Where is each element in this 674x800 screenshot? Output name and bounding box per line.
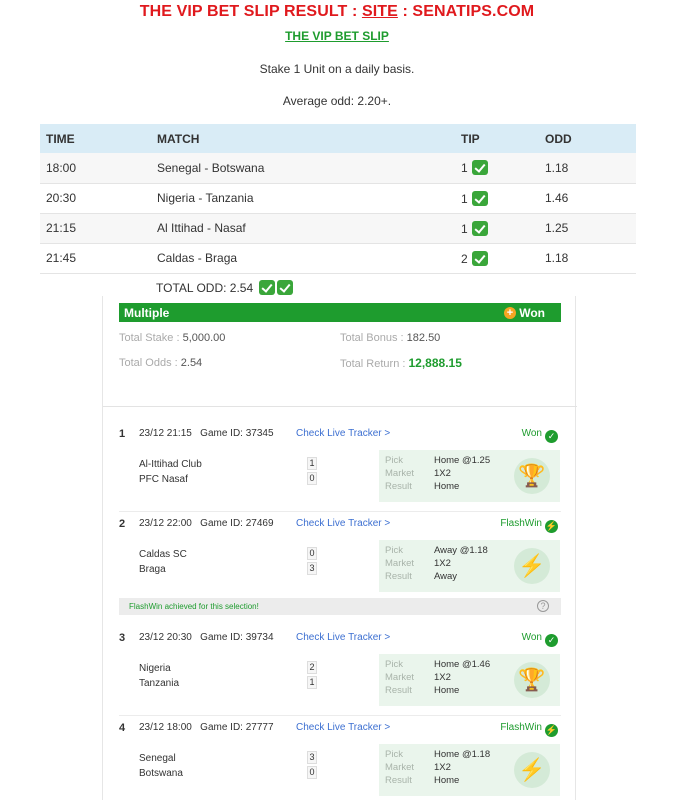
selection-number: 2 <box>119 518 126 530</box>
selection-header <box>139 428 274 439</box>
total-stake-key: Total Stake : <box>119 332 183 344</box>
average-odd-info: Average odd: 2.20+. <box>282 94 392 108</box>
selection-item <box>119 716 561 800</box>
market-key: Market <box>385 468 415 479</box>
live-tracker-link[interactable]: Check Live Tracker > <box>296 518 391 529</box>
plus-circle-icon: + <box>504 307 516 319</box>
home-score: 2 <box>307 661 317 674</box>
selection-number: 3 <box>119 632 126 644</box>
detail-keys <box>385 544 414 583</box>
away-score: 3 <box>307 562 317 575</box>
selection-status-label: FlashWin <box>500 518 542 529</box>
market-key: Market <box>385 762 415 773</box>
tip-value: 2 <box>461 251 468 266</box>
home-team: Al-Ittihad Club <box>139 459 202 470</box>
check-box-icon <box>277 280 293 295</box>
selection-datetime: 23/12 18:00 <box>139 722 192 733</box>
result-key: Result <box>385 775 412 786</box>
check-box-icon <box>472 191 488 206</box>
detail-keys <box>385 748 414 787</box>
selection-item <box>119 512 561 602</box>
total-bonus-key: Total Bonus : <box>340 332 407 344</box>
check-circle-icon: ✓ <box>545 430 558 443</box>
tip-value: 1 <box>461 161 468 176</box>
selection-game-id: Game ID: 37345 <box>200 428 274 439</box>
live-tracker-link[interactable]: Check Live Tracker > <box>296 722 391 733</box>
pick-details <box>379 654 560 706</box>
col-match-header: MATCH <box>151 124 455 153</box>
title-suffix: : SENATIPS.COM <box>397 3 535 20</box>
detail-values <box>434 454 490 493</box>
total-bonus-value: 182.50 <box>406 332 441 344</box>
pick-key: Pick <box>385 749 403 760</box>
bet-status-label: Won <box>519 306 545 320</box>
selection-status <box>500 722 558 737</box>
market-key: Market <box>385 558 415 569</box>
col-odd-header: ODD <box>539 124 636 153</box>
selection-status <box>522 632 558 647</box>
lightning-icon: ⚡ <box>545 725 558 735</box>
row-time: 18:00 <box>40 153 151 183</box>
total-return-key: Total Return : <box>340 358 409 370</box>
selection-game-id: Game ID: 27469 <box>200 518 274 529</box>
selection-datetime: 23/12 22:00 <box>139 518 192 529</box>
stake-info: Stake 1 Unit on a daily basis. <box>259 62 415 76</box>
flashwin-banner <box>119 598 561 615</box>
row-match: Nigeria - Tanzania <box>151 183 455 213</box>
total-return <box>340 356 462 370</box>
tips-table <box>40 124 636 274</box>
selection-item <box>119 626 561 716</box>
check-box-icon <box>472 251 488 266</box>
scores <box>307 457 317 487</box>
trophy-icon: 🏆 <box>514 458 550 494</box>
row-match: Senegal - Botswana <box>151 153 455 183</box>
selection-status-label: Won <box>521 428 542 439</box>
selection-header <box>139 722 274 733</box>
away-team: PFC Nasaf <box>139 474 188 485</box>
result-value: Away <box>434 571 458 582</box>
pick-details <box>379 540 560 592</box>
table-row <box>40 183 636 213</box>
teams <box>139 547 187 577</box>
scores <box>307 751 317 781</box>
lightning-icon: ⚡ <box>514 752 550 788</box>
away-score: 0 <box>307 766 317 779</box>
title-prefix: THE VIP BET SLIP RESULT : <box>139 3 362 20</box>
row-odd: 1.46 <box>539 183 636 213</box>
selection-item <box>119 422 561 512</box>
pick-key: Pick <box>385 659 403 670</box>
total-bonus <box>340 332 440 344</box>
trophy-icon: 🏆 <box>514 662 550 698</box>
table-row <box>40 243 636 273</box>
row-time: 21:45 <box>40 243 151 273</box>
pick-value: Home @1.25 <box>434 455 491 466</box>
lightning-icon: ⚡ <box>545 521 558 531</box>
detail-values <box>434 658 490 697</box>
total-return-value: 12,888.15 <box>408 356 462 370</box>
away-score: 1 <box>307 676 317 689</box>
home-team: Caldas SC <box>139 549 187 560</box>
teams <box>139 661 179 691</box>
teams <box>139 751 183 781</box>
home-score: 3 <box>307 751 317 764</box>
pick-details <box>379 744 560 796</box>
away-score: 0 <box>307 472 317 485</box>
check-box-icon <box>472 160 488 175</box>
market-key: Market <box>385 672 415 683</box>
pick-value: Home @1.18 <box>434 749 491 760</box>
detail-values <box>434 748 490 787</box>
market-value: 1X2 <box>434 468 451 479</box>
scores <box>307 547 317 577</box>
result-key: Result <box>385 571 412 582</box>
pick-value: Away @1.18 <box>434 545 488 556</box>
home-team: Senegal <box>139 753 176 764</box>
home-score: 1 <box>307 457 317 470</box>
table-row <box>40 213 636 243</box>
selection-datetime: 23/12 21:15 <box>139 428 192 439</box>
row-odd: 1.25 <box>539 213 636 243</box>
col-tip-header: TIP <box>455 124 539 153</box>
selection-datetime: 23/12 20:30 <box>139 632 192 643</box>
market-value: 1X2 <box>434 558 451 569</box>
detail-keys <box>385 454 414 493</box>
home-score: 0 <box>307 547 317 560</box>
check-box-icon <box>472 221 488 236</box>
selection-header <box>139 518 274 529</box>
total-odds <box>119 357 202 369</box>
pick-value: Home @1.46 <box>434 659 491 670</box>
scores <box>307 661 317 691</box>
row-tip <box>455 183 539 213</box>
away-team: Braga <box>139 564 166 575</box>
away-team: Botswana <box>139 768 183 779</box>
selection-game-id: Game ID: 39734 <box>200 632 274 643</box>
multiple-status-bar <box>119 303 561 322</box>
row-tip <box>455 213 539 243</box>
bet-slip-screenshot <box>102 296 576 800</box>
tips-header-row <box>40 124 636 153</box>
pick-key: Pick <box>385 455 403 466</box>
selection-number: 1 <box>119 428 126 440</box>
selection-game-id: Game ID: 27777 <box>200 722 274 733</box>
row-time: 21:15 <box>40 213 151 243</box>
flashwin-banner-text: FlashWin achieved for this selection! <box>129 602 259 611</box>
total-odds-value: 2.54 <box>180 357 203 369</box>
col-time-header: TIME <box>40 124 151 153</box>
selection-status <box>522 428 558 443</box>
selection-number: 4 <box>119 722 126 734</box>
total-odd-label: TOTAL ODD: 2.54 <box>156 281 254 295</box>
row-time: 20:30 <box>40 183 151 213</box>
total-stake-value: 5,000.00 <box>182 332 226 344</box>
result-key: Result <box>385 481 412 492</box>
row-match: Caldas - Braga <box>151 243 455 273</box>
selection-status-label: Won <box>521 632 542 643</box>
question-icon[interactable]: ? <box>537 600 549 612</box>
total-stake <box>119 332 225 344</box>
row-match: Al Ittihad - Nasaf <box>151 213 455 243</box>
page-subtitle[interactable]: THE VIP BET SLIP <box>285 29 389 43</box>
check-box-icon <box>259 280 275 295</box>
pick-details <box>379 450 560 502</box>
market-value: 1X2 <box>434 672 451 683</box>
live-tracker-link[interactable]: Check Live Tracker > <box>296 632 391 643</box>
table-row <box>40 153 636 183</box>
detail-keys <box>385 658 414 697</box>
row-odd: 1.18 <box>539 243 636 273</box>
selection-status-label: FlashWin <box>500 722 542 733</box>
pick-key: Pick <box>385 545 403 556</box>
result-value: Home <box>434 685 460 696</box>
market-value: 1X2 <box>434 762 451 773</box>
result-value: Home <box>434 481 460 492</box>
result-key: Result <box>385 685 412 696</box>
row-tip <box>455 153 539 183</box>
selection-status <box>500 518 558 533</box>
away-team: Tanzania <box>139 678 180 689</box>
title-site-link[interactable]: SITE <box>361 3 398 20</box>
home-team: Nigeria <box>139 663 171 674</box>
tip-value: 1 <box>461 191 468 206</box>
tip-value: 1 <box>461 221 468 236</box>
lightning-icon: ⚡ <box>514 548 550 584</box>
page-title <box>0 3 674 21</box>
row-odd: 1.18 <box>539 153 636 183</box>
selection-header <box>139 632 274 643</box>
check-circle-icon: ✓ <box>545 634 558 647</box>
detail-values <box>434 544 488 583</box>
divider <box>103 406 577 407</box>
result-value: Home <box>434 775 460 786</box>
bet-type-label: Multiple <box>124 306 170 320</box>
total-odds-key: Total Odds : <box>119 357 181 369</box>
teams <box>139 457 202 487</box>
live-tracker-link[interactable]: Check Live Tracker > <box>296 428 391 439</box>
total-odd <box>156 280 293 295</box>
row-tip <box>455 243 539 273</box>
